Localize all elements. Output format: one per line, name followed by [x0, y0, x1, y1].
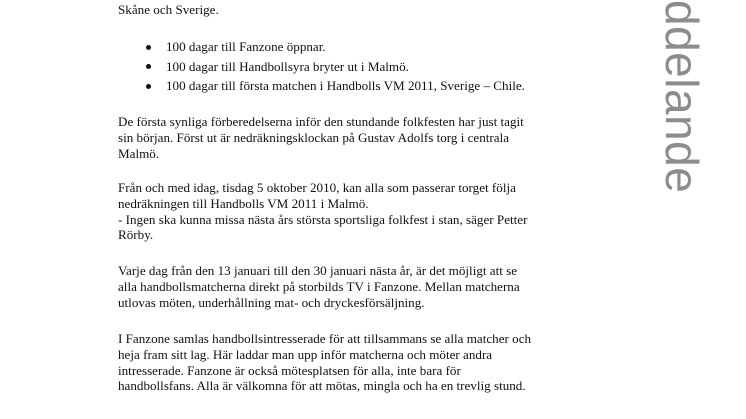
bullet-icon	[146, 45, 151, 50]
text-line: Skåne och Sverige.	[118, 2, 219, 17]
bullet-icon	[146, 84, 151, 89]
paragraph-matches	[118, 263, 588, 310]
text-line: Från och med idag, tisdag 5 oktober 2010, kan alla som passerar torget följa	[118, 180, 516, 195]
text-line: nedräkningen till Handbolls VM 2011 i Malmö.	[118, 195, 369, 211]
paragraph-preparations	[118, 114, 588, 161]
bullet-text: 100 dagar till första matchen i Handbolls VM 2011, Sverige – Chile.	[166, 78, 525, 93]
text-line: intresserade. Fanzone är också mötesplatsen för alla, inte bara för	[118, 362, 461, 378]
text-line: I Fanzone samlas handbollsintresserade för att tillsammans se alla matcher och	[118, 331, 532, 346]
top-partial-paragraph	[118, 2, 588, 18]
text-line: handbollsfans. Alla är välkomna för att mötas, mingla och ha en trevlig stund.	[118, 378, 526, 394]
text-line: Malmö.	[118, 145, 160, 161]
text-line: - Ingen ska kunna missa nästa års största sportsliga folkfest i stan, säger Petter	[118, 211, 528, 227]
paragraph-countdown	[118, 180, 588, 243]
text-line: alla handbollsmatcherna direkt på storbilds TV i Fanzone. Mellan matcherna	[118, 278, 520, 294]
vertical-side-heading	[652, 0, 708, 230]
bullet-text: 100 dagar till Fanzone öppnar.	[166, 39, 326, 54]
text-line: Varje dag från den 13 januari till den 30 januari nästa år, är det möjligt att se	[118, 263, 518, 278]
bullet-text: 100 dagar till Handbollsyra bryter ut i Malmö.	[166, 58, 409, 74]
bullet-item-fanzone	[118, 39, 588, 59]
text-line: Rörby.	[118, 227, 154, 243]
text-line: utlovas möten, underhållning mat- och dryckesförsäljning.	[118, 294, 425, 310]
text-line: De första synliga förberedelserna inför den stundande folkfesten har just tagit	[118, 114, 524, 129]
side-heading-text: ddelande	[656, 0, 708, 194]
countdown-bullet-list	[118, 39, 588, 98]
bullet-icon	[146, 64, 151, 69]
bullet-item-handbollsyra	[118, 59, 588, 79]
paragraph-fanzone	[118, 331, 588, 394]
text-line: heja fram sitt lag. Här laddar man upp inför matcherna och möter andra	[118, 346, 493, 362]
text-line: sin början. Först ut är nedräkningsklockan på Gustav Adolfs torg i centrala	[118, 129, 510, 145]
bullet-item-first-match	[118, 78, 588, 98]
